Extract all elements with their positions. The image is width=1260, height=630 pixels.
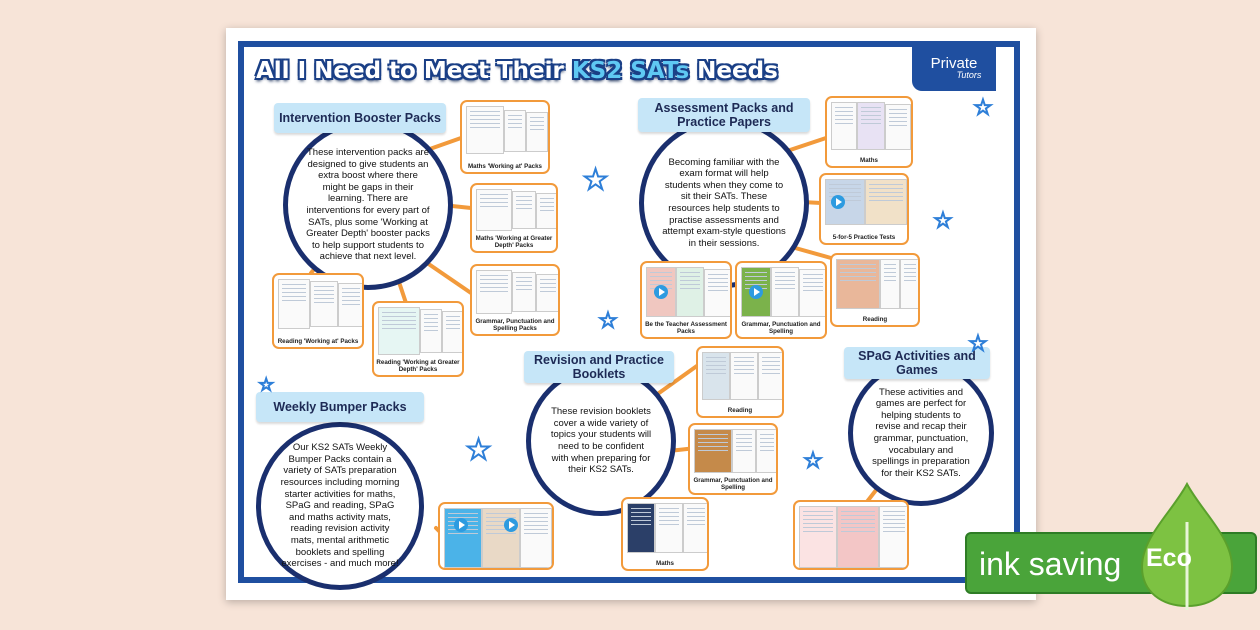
intervention-circle: These intervention packs are designed to give students an extra boost where there might be gaps in their learning. There are interventions for every part of SATs, plus some 'Working at Greater Depth' booster packs to help support students to achieve that next level. [283,120,453,290]
star-icon: ★ [974,97,992,119]
revision-circle: These revision booklets cover a wide variety of topics your students will need to be confident with when preparing for their KS2 SATs. [526,366,676,516]
weekly-label: Weekly Bumper Packs [256,392,424,422]
thumb-gps-packs[interactable]: Grammar, Punctuation and Spelling Packs [470,264,560,336]
assessment-circle: Becoming familiar with the exam format will help students when they come to sit their SATs. These resources help students to practise assessments and attempt exam-style questions in their sessions. [639,118,809,288]
spag-label: SPaG Activities and Games [844,347,990,379]
thumb-reading-greater-depth[interactable]: Reading 'Working at Greater Depth' Packs [372,301,464,377]
thumb-be-the-teacher[interactable]: Be the Teacher Assessment Packs [640,261,732,339]
thumb-revision-gps[interactable]: Grammar, Punctuation and Spelling [688,423,778,495]
revision-label: Revision and Practice Booklets [524,351,674,383]
star-icon: ★ [259,377,274,394]
poster-title: All I Need to Meet Their KS2 SATs Needs [256,58,778,84]
thumb-assess-gps[interactable]: Grammar, Punctuation and Spelling [735,261,827,339]
thumb-weekly-bumper[interactable] [438,502,554,570]
star-icon: ★ [466,434,492,465]
eco-leaf-icon: Eco [1132,482,1242,612]
thumb-5-for-5[interactable]: 5-for-5 Practice Tests [819,173,909,245]
star-icon: ★ [804,450,822,472]
thumb-revision-maths[interactable]: Maths [621,497,709,571]
spag-circle: These activities and games are perfect for helping students to revise and recap their grammar, punctuation, vocabulary and spellings in preparation for their KS2 SATs. [848,360,994,506]
thumb-maths-working-at[interactable]: Maths 'Working at' Packs [460,100,550,174]
star-icon: ★ [934,210,952,232]
star-icon: ★ [583,164,609,195]
private-tutors-logo: Private Tutors [912,45,996,91]
ink-saving-badge: ink saving [965,532,1257,594]
thumb-spag-games[interactable] [793,500,909,570]
thumb-assess-reading[interactable]: Reading [830,253,920,327]
thumb-reading-working-at[interactable]: Reading 'Working at' Packs [272,273,364,349]
weekly-circle: Our KS2 SATs Weekly Bumper Packs contain a variety of SATs preparation resources including morning starter activities for maths, SPaG and reading, SPaG and maths activity mats, reading revision activity mats, mental arithmetic booklets and spelling exercises - and much more! [256,422,424,590]
poster [226,28,1036,600]
star-icon: ★ [969,333,987,355]
star-icon: ★ [599,310,617,332]
assessment-label: Assessment Packs and Practice Papers [638,98,810,132]
thumb-revision-reading[interactable]: Reading [696,346,784,418]
intervention-label: Intervention Booster Packs [274,103,446,133]
thumb-assess-maths[interactable]: Maths [825,96,913,168]
thumb-maths-greater-depth[interactable]: Maths 'Working at Greater Depth' Packs [470,183,558,253]
